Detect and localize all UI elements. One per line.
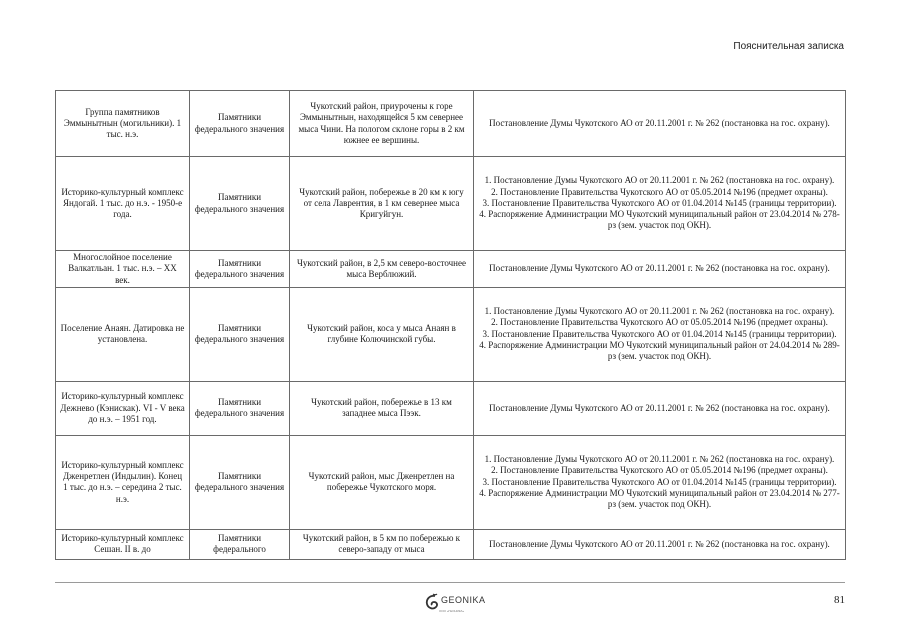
document-entry: Постановление Думы Чукотского АО от 20.11.2001 г. № 262 (постановка на гос. охрану). — [489, 117, 830, 128]
table-row — [56, 381, 846, 435]
monument-name-cell: Историко-культурный комплекс Сешан. II в. до — [56, 529, 190, 559]
table-row — [56, 435, 846, 529]
monument-name-cell: Историко-культурный комплекс Дженретлен (Индылин). Конец 1 тыс. до н.э. – середина 2 тыс. н.э. — [56, 435, 190, 529]
table-row — [56, 529, 846, 559]
geonika-logo — [425, 590, 486, 613]
table-row — [56, 287, 846, 381]
documents-cell — [474, 435, 846, 529]
document-entry: 1. Постановление Думы Чукотского АО от 20.11.2001 г. № 262 (постановка на гос. охрану). — [484, 306, 835, 317]
logo-subtext: ООО «ГЕОНИКА» — [439, 609, 465, 613]
documents-cell — [474, 157, 846, 251]
document-entry: Постановление Думы Чукотского АО от 20.11.2001 г. № 262 (постановка на гос. охрану). — [489, 402, 830, 413]
document-entry: 2. Постановление Правительства Чукотского АО от 05.05.2014 №196 (предмет охраны). — [491, 465, 828, 476]
category-cell: Памятники федерального значения — [190, 251, 290, 288]
document-entry: 2. Постановление Правительства Чукотского АО от 05.05.2014 №196 (предмет охраны). — [491, 317, 828, 328]
document-entry: 3. Постановление Правительства Чукотского АО от 01.04.2014 №145 (границы территории). — [482, 476, 837, 487]
monument-name-cell: Многослойное поселение Валкатльан. 1 тыс. н.э. – XX век. — [56, 251, 190, 288]
category-cell: Памятники федерального значения — [190, 157, 290, 251]
monument-name-cell: Историко-культурный комплекс Дежнево (Кэнискак). VI - V века до н.э. – 1951 год. — [56, 381, 190, 435]
document-entry: 3. Постановление Правительства Чукотского АО от 01.04.2014 №145 (границы территории). — [482, 328, 837, 339]
location-cell: Чукотский район, приурочены к горе Эммынытнын, находящейся 5 км севернее мыса Чини. На пологом склоне горы в 2 км южнее ее вершины. — [290, 91, 474, 157]
monument-name-cell: Поселение Анаян. Датировка не установлена. — [56, 287, 190, 381]
monuments-table — [55, 90, 846, 560]
logo-text: GEONIKA — [441, 595, 486, 605]
document-entry: 4. Распоряжение Администрации МО Чукотский муниципальный район от 23.04.2014 № 278-рз (зем. участок под ОКН). — [479, 209, 840, 231]
documents-cell — [474, 381, 846, 435]
location-cell: Чукотский район, в 5 км по побережью к северо-западу от мыса — [290, 529, 474, 559]
documents-cell — [474, 251, 846, 288]
document-entry: Постановление Думы Чукотского АО от 20.11.2001 г. № 262 (постановка на гос. охрану). — [489, 263, 830, 274]
category-cell: Памятники федерального значения — [190, 91, 290, 157]
location-cell: Чукотский район, коса у мыса Анаян в глубине Колючинской губы. — [290, 287, 474, 381]
table-row — [56, 251, 846, 288]
monument-name-cell: Группа памятников Эммынытнын (могильники). 1 тыс. н.э. — [56, 91, 190, 157]
geonika-logo-icon — [425, 593, 439, 611]
document-entry: 1. Постановление Думы Чукотского АО от 20.11.2001 г. № 262 (постановка на гос. охрану). — [484, 454, 835, 465]
document-entry: 3. Постановление Правительства Чукотского АО от 01.04.2014 №145 (границы территории). — [482, 197, 837, 208]
category-cell: Памятники федерального — [190, 529, 290, 559]
documents-cell — [474, 91, 846, 157]
document-entry: Постановление Думы Чукотского АО от 20.11.2001 г. № 262 (постановка на гос. охрану). — [489, 538, 830, 549]
monument-name-cell: Историко-культурный комплекс Яндогай. 1 тыс. до н.э. - 1950-е года. — [56, 157, 190, 251]
documents-cell — [474, 529, 846, 559]
page-number: 81 — [834, 594, 845, 606]
document-entry: 4. Распоряжение Администрации МО Чукотский муниципальный район от 23.04.2014 № 277-рз (зем. участок под ОКН). — [479, 487, 840, 510]
documents-cell — [474, 287, 846, 381]
table-row — [56, 157, 846, 251]
document-entry: 2. Постановление Правительства Чукотского АО от 05.05.2014 №196 (предмет охраны). — [491, 186, 828, 197]
category-cell: Памятники федерального значения — [190, 435, 290, 529]
footer-divider — [55, 582, 845, 583]
location-cell: Чукотский район, в 2,5 км северо-восточнее мыса Верблюжий. — [290, 251, 474, 288]
document-entry: 1. Постановление Думы Чукотского АО от 20.11.2001 г. № 262 (постановка на гос. охрану). — [484, 175, 835, 186]
location-cell: Чукотский район, побережье в 20 км к югу от села Лаврентия, в 1 км севернее мыса Кригуйгун. — [290, 157, 474, 251]
category-cell: Памятники федерального значения — [190, 287, 290, 381]
location-cell: Чукотский район, мыс Дженретлен на побережье Чукотского моря. — [290, 435, 474, 529]
document-entry: 4. Распоряжение Администрации МО Чукотский муниципальный район от 24.04.2014 № 289-рз (зем. участок под ОКН). — [479, 339, 840, 362]
page-header-title: Пояснительная записка — [733, 41, 844, 52]
location-cell: Чукотский район, побережье в 13 км западнее мыса Пээк. — [290, 381, 474, 435]
table-row — [56, 91, 846, 157]
category-cell: Памятники федерального значения — [190, 381, 290, 435]
